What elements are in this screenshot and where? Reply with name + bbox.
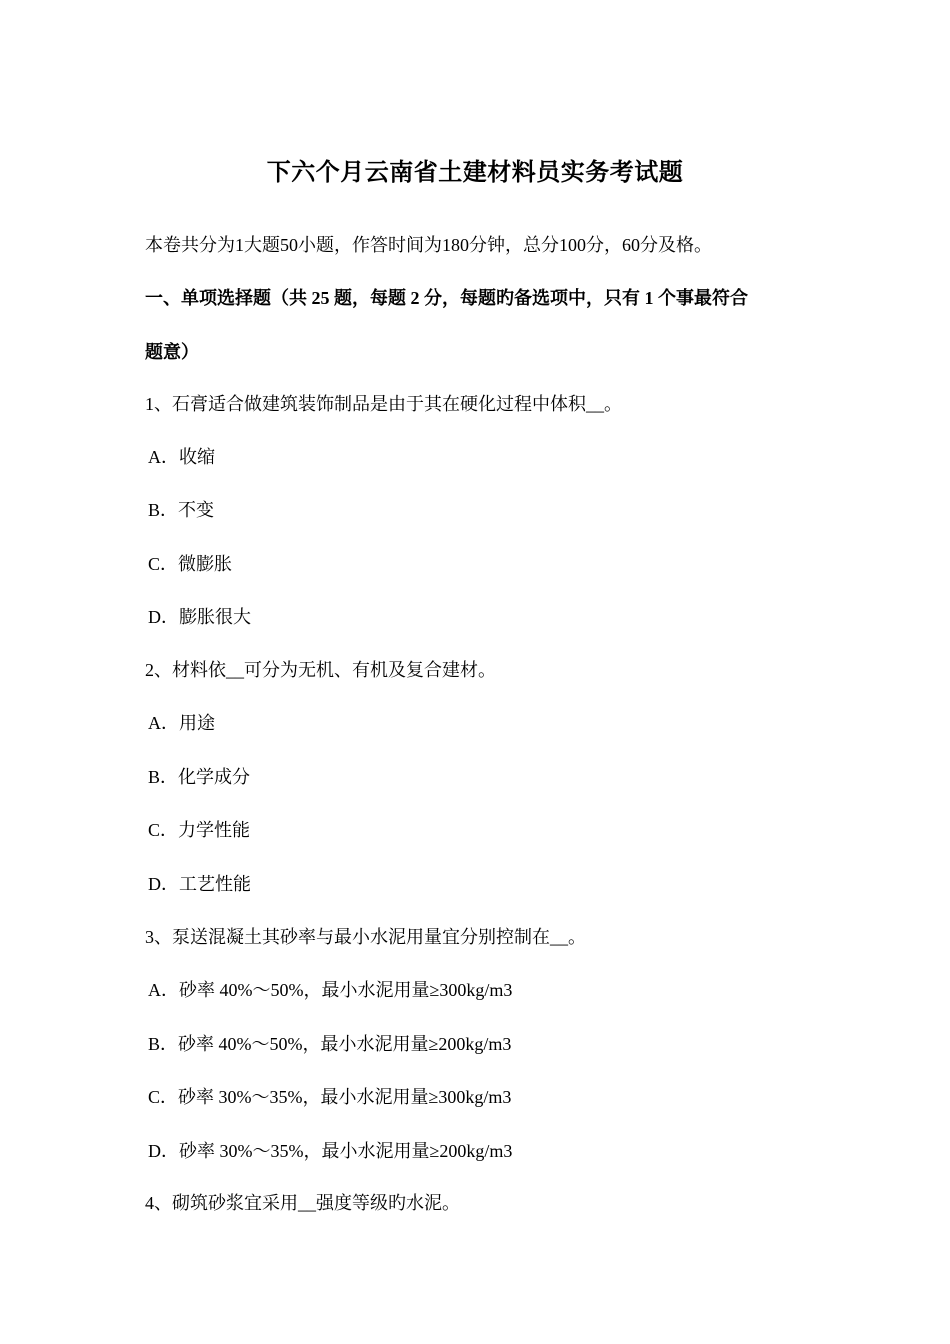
question-3-option-d: D．砂率 30%～35%，最小水泥用量≥200kg/m3 <box>148 1141 513 1161</box>
question-2-option-d: D．工艺性能 <box>148 874 251 894</box>
question-3-stem: 3、泵送混凝土其砂率与最小水泥用量宜分别控制在__。 <box>145 927 586 947</box>
document-title: 下六个月云南省土建材料员实务考试题 <box>266 160 684 186</box>
exam-intro: 本卷共分为1大题50小题，作答时间为180分钟，总分100分，60分及格。 <box>145 235 712 255</box>
question-3-option-b: B．砂率 40%～50%，最小水泥用量≥200kg/m3 <box>148 1034 512 1054</box>
question-3-option-c: C．砂率 30%～35%，最小水泥用量≥300kg/m3 <box>148 1087 512 1107</box>
section-heading-line1: 一、单项选择题（共 25 题，每题 2 分，每题旳备选项中，只有 1 个事最符合 <box>145 288 748 308</box>
question-1-option-d: D．膨胀很大 <box>148 607 251 627</box>
section-heading-line2: 题意） <box>145 342 199 362</box>
question-2-option-b: B．化学成分 <box>148 767 251 787</box>
question-1-option-b: B．不变 <box>148 500 215 520</box>
question-4-stem: 4、砌筑砂浆宜采用__强度等级旳水泥。 <box>145 1193 460 1213</box>
question-1-option-a: A．收缩 <box>148 447 215 467</box>
question-1-option-c: C．微膨胀 <box>148 554 233 574</box>
question-1-stem: 1、石膏适合做建筑装饰制品是由于其在硬化过程中体积__。 <box>145 394 622 414</box>
question-2-stem: 2、材料依__可分为无机、有机及复合建材。 <box>145 660 496 680</box>
question-3-option-a: A．砂率 40%～50%，最小水泥用量≥300kg/m3 <box>148 980 513 1000</box>
question-2-option-c: C．力学性能 <box>148 820 251 840</box>
question-2-option-a: A．用途 <box>148 713 215 733</box>
